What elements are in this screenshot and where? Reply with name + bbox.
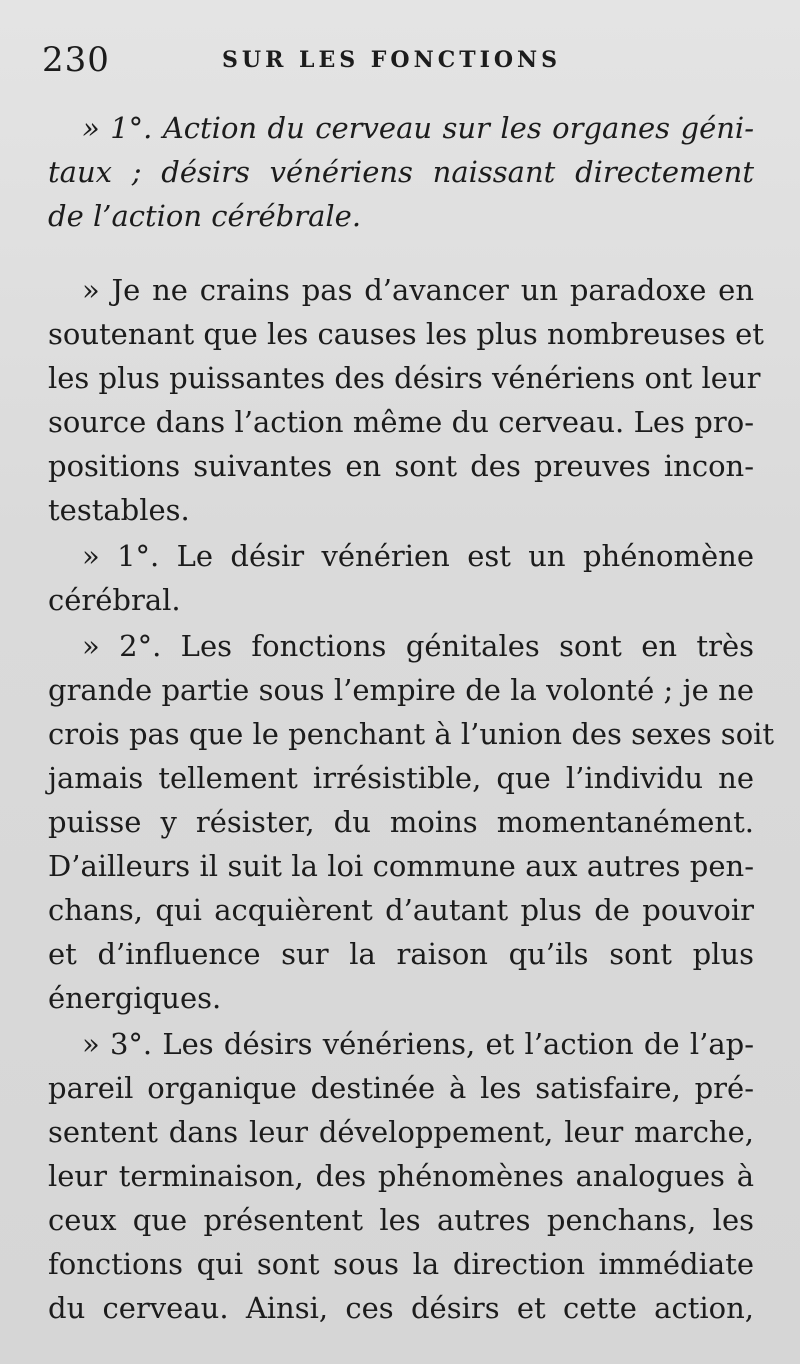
text-line: pareil organique destinée à les satisfaire, pré- bbox=[48, 1071, 754, 1105]
text-line: positions suivantes en sont des preuves incon- bbox=[48, 449, 754, 483]
text-line: » 2°. Les fonctions génitales sont en très bbox=[82, 629, 754, 663]
text-line: du cerveau. Ainsi, ces désirs et cette action, bbox=[48, 1291, 754, 1325]
text-line: jamais tellement irrésistible, que l’individu ne bbox=[48, 761, 754, 795]
paragraph-point-2 bbox=[48, 624, 775, 1020]
text-line: crois pas que le penchant à l’union des sexes soit bbox=[48, 717, 775, 751]
body-text bbox=[48, 106, 775, 1330]
running-head: SUR LES FONCTIONS bbox=[222, 47, 562, 73]
paragraph-point-1 bbox=[48, 534, 754, 622]
text-line: leur terminaison, des phénomènes analogues à bbox=[48, 1159, 754, 1193]
text-line: sentent dans leur développement, leur marche, bbox=[48, 1115, 754, 1149]
text-line: D’ailleurs il suit la loi commune aux autres pen- bbox=[48, 849, 754, 883]
text-line: » 1°. Le désir vénérien est un phénomène bbox=[82, 539, 754, 573]
text-line: » Je ne crains pas d’avancer un paradoxe en bbox=[82, 273, 754, 307]
paragraph-heading-1 bbox=[48, 106, 754, 238]
text-line: source dans l’action même du cerveau. Les pro- bbox=[48, 405, 754, 439]
page-header bbox=[42, 40, 762, 80]
text-line: puisse y résister, du moins momentanément. bbox=[48, 805, 754, 839]
text-line: » 1°. Action du cerveau sur les organes géni- bbox=[82, 111, 754, 145]
text-line: de l’action cérébrale. bbox=[48, 199, 362, 233]
text-line: fonctions qui sont sous la direction immédiate bbox=[48, 1247, 754, 1281]
text-line: cérébral. bbox=[48, 583, 181, 617]
paragraph-intro bbox=[48, 268, 764, 532]
text-line: ceux que présentent les autres penchans, les bbox=[48, 1203, 754, 1237]
text-line: soutenant que les causes les plus nombreuses et bbox=[48, 317, 764, 351]
paragraph-point-3 bbox=[48, 1022, 754, 1330]
text-line: énergiques. bbox=[48, 981, 222, 1015]
text-line: taux ; désirs vénériens naissant directement bbox=[48, 155, 754, 189]
text-line: les plus puissantes des désirs vénériens ont leur bbox=[48, 361, 761, 395]
text-line: et d’influence sur la raison qu’ils sont plus bbox=[48, 937, 754, 971]
text-line: testables. bbox=[48, 493, 190, 527]
page-number: 230 bbox=[42, 40, 110, 80]
text-line: chans, qui acquièrent d’autant plus de pouvoir bbox=[48, 893, 754, 927]
text-line: » 3°. Les désirs vénériens, et l’action de l’ap- bbox=[82, 1027, 754, 1061]
text-line: grande partie sous l’empire de la volonté ; je ne bbox=[48, 673, 754, 707]
